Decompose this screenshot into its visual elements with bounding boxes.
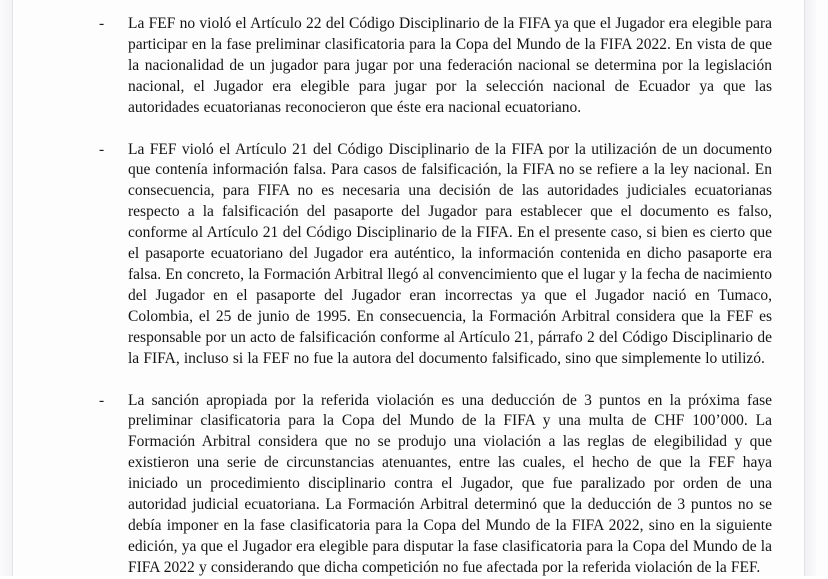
paragraph-text: La FEF violó el Artículo 21 del Código Disciplinario de la FIFA por la utilización de un documento que contenía información falsa. Para casos de falsificación, la FIFA no se refiere a la ley nacional. En consecuencia, para FIFA no es necesaria una decisión de las autoridades judiciales ecuatorianas respecto a la falsificación del pasaporte del Jugador para establecer que el documento es falso, conforme al Artículo 21 del Código Disciplinario de la FIFA. En el presente caso, si bien es cierto que el pasaporte ecuatoriano del Jugador era auténtico, la información contenida en dicho pasaporte era falsa. En concreto, la Formación Arbitral llegó al convencimiento que el lugar y la fecha de nacimiento del Jugador en el pasaporte del Jugador eran incorrectas ya que el Jugador nació en Tumaco, Colombia, el 25 de junio de 1995. En consecuencia, la Formación Arbitral considera que la FEF es responsable por un acto de falsificación conforme al Artículo 21, párrafo 2 del Código Disciplinario de la FIFA, incluso si la FEF no fue la autora del documento falsificado, sino que simplemente lo utilizó.	[128, 140, 772, 367]
bullet-dash-marker: -	[99, 391, 105, 409]
list-item	[0, 14, 804, 119]
page-right-edge-shadow	[805, 0, 816, 576]
list-item	[0, 391, 804, 579]
paragraph-text: La FEF no violó el Artículo 22 del Código Disciplinario de la FIFA ya que el Jugador era elegible para participar en la fase preliminar clasificatoria para la Copa del Mundo de la FIFA 2022. En vista de que la nacionalidad de un jugador para jugar por una federación nacional se determina por la legislación nacional, el Jugador era elegible para jugar por la selección nacional de Ecuador ya que las autoridades ecuatorianas reconocieron que éste era nacional ecuatoriano.	[128, 15, 772, 116]
paragraph-text: La sanción apropiada por la referida violación es una deducción de 3 puntos en la próxima fase preliminar clasificatoria para la Copa del Mundo de la FIFA y una multa de CHF 100’000. La Formación Arbitral considera que no se produjo una violación a las reglas de elegibilidad y que existieron una serie de circunstancias atenuantes, entre las cuales, el hecho de que la FEF haya iniciado un procedimiento disciplinario contra el Jugador, que fue paralizado por orden de una autoridad judicial ecuatoriana. La Formación Arbitral determinó que la deducción de 3 puntos no se debía imponer en la fase clasificatoria para la Copa del Mundo de la FIFA 2022, sino en la siguiente edición, ya que el Jugador era elegible para disputar la fase clasificatoria para la Copa del Mundo de la FIFA 2022 y considerando que dicha competición no fue afectada por la referida violación de la FEF.	[128, 391, 772, 576]
bullet-dash-marker: -	[99, 15, 105, 32]
list-item	[0, 140, 804, 370]
bullet-dash-marker: -	[99, 140, 105, 158]
